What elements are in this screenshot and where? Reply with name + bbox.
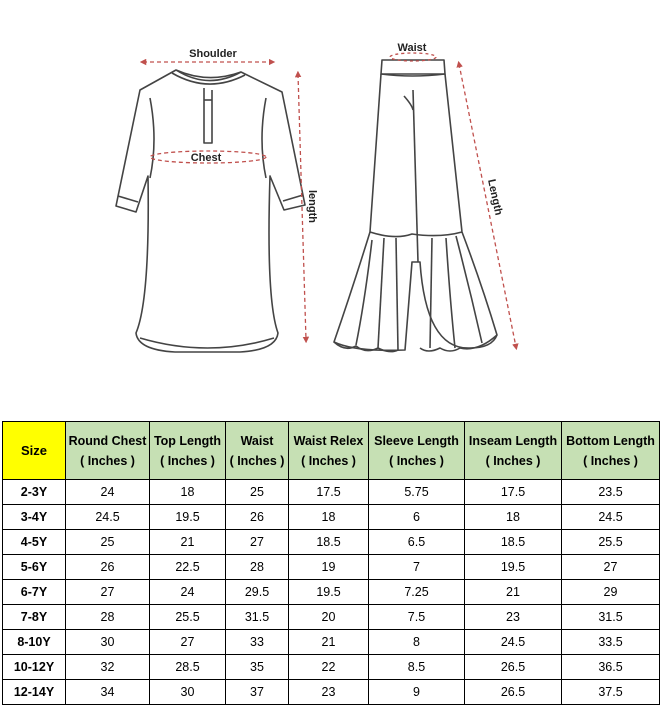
- table-cell: 30: [150, 680, 226, 705]
- table-cell: 32: [66, 655, 150, 680]
- unit-label: ( Inches ): [301, 453, 356, 468]
- table-cell: 24.5: [562, 505, 660, 530]
- unit-label: ( Inches ): [485, 453, 541, 468]
- table-cell: 26: [226, 505, 289, 530]
- table-cell: 33: [226, 630, 289, 655]
- chest-label: Chest: [190, 152, 222, 164]
- table-row: [3, 580, 660, 605]
- column-label: Top Length: [153, 433, 222, 448]
- table-row: [3, 605, 660, 630]
- size-cell: 2-3Y: [3, 480, 66, 505]
- table-cell: 29.5: [226, 580, 289, 605]
- table-cell: 22.5: [150, 555, 226, 580]
- table-row: [3, 655, 660, 680]
- size-cell: 12-14Y: [3, 680, 66, 705]
- unit-label: ( Inches ): [229, 453, 285, 468]
- size-chart-table: [2, 421, 660, 705]
- table-cell: 25.5: [150, 605, 226, 630]
- table-cell: 37: [226, 680, 289, 705]
- table-cell: 18.5: [465, 530, 562, 555]
- table-cell: 21: [289, 630, 369, 655]
- sleeve-length-header: [369, 422, 465, 480]
- round-chest-header: [66, 422, 150, 480]
- table-cell: 27: [150, 630, 226, 655]
- table-cell: 21: [150, 530, 226, 555]
- table-cell: 17.5: [465, 480, 562, 505]
- waist-relex-header: [289, 422, 369, 480]
- table-cell: 35: [226, 655, 289, 680]
- top-garment-illustration: [116, 70, 305, 352]
- table-cell: 26.5: [465, 680, 562, 705]
- shoulder-label: Shoulder: [189, 48, 237, 60]
- table-cell: 23.5: [562, 480, 660, 505]
- table-cell: 18: [289, 505, 369, 530]
- table-cell: 27: [226, 530, 289, 555]
- column-label: Round Chest: [68, 433, 147, 448]
- table-cell: 24: [150, 580, 226, 605]
- table-cell: 28.5: [150, 655, 226, 680]
- table-cell: 25: [226, 480, 289, 505]
- table-cell: 18: [150, 480, 226, 505]
- column-label: Bottom Length: [566, 433, 655, 448]
- table-cell: 33.5: [562, 630, 660, 655]
- column-label: Waist Relex: [293, 433, 364, 448]
- table-cell: 6.5: [369, 530, 465, 555]
- table-cell: 24.5: [66, 505, 150, 530]
- waist-label: Waist: [397, 42, 427, 54]
- size-cell: 7-8Y: [3, 605, 66, 630]
- table-cell: 8.5: [369, 655, 465, 680]
- table-cell: 19.5: [150, 505, 226, 530]
- size-cell: 8-10Y: [3, 630, 66, 655]
- table-cell: 24: [66, 480, 150, 505]
- unit-label: ( Inches ): [389, 453, 444, 468]
- inseam-length-header: [465, 422, 562, 480]
- table-row: [3, 505, 660, 530]
- table-cell: 20: [289, 605, 369, 630]
- column-label: Inseam Length: [468, 433, 558, 448]
- table-cell: 27: [66, 580, 150, 605]
- table-header-row: [3, 422, 660, 480]
- table-cell: 22: [289, 655, 369, 680]
- table-row: [3, 680, 660, 705]
- table-cell: 24.5: [465, 630, 562, 655]
- table-cell: 9: [369, 680, 465, 705]
- table-cell: 8: [369, 630, 465, 655]
- table-cell: 34: [66, 680, 150, 705]
- table-row: [3, 630, 660, 655]
- table-cell: 7.5: [369, 605, 465, 630]
- table-row: [3, 555, 660, 580]
- table-cell: 7.25: [369, 580, 465, 605]
- table-cell: 26.5: [465, 655, 562, 680]
- size-cell: 3-4Y: [3, 505, 66, 530]
- table-cell: 21: [465, 580, 562, 605]
- table-cell: 27: [562, 555, 660, 580]
- table-cell: 18: [465, 505, 562, 530]
- size-cell: 10-12Y: [3, 655, 66, 680]
- table-cell: 18.5: [289, 530, 369, 555]
- table-cell: 29: [562, 580, 660, 605]
- table-cell: 6: [369, 505, 465, 530]
- table-row: [3, 480, 660, 505]
- bottom-garment-illustration: [334, 60, 497, 352]
- table-cell: 7: [369, 555, 465, 580]
- table-cell: 23: [289, 680, 369, 705]
- table-cell: 26: [66, 555, 150, 580]
- table-cell: 19: [289, 555, 369, 580]
- top-measure-guides: [143, 62, 306, 340]
- bottom-length-label: Length: [485, 178, 505, 217]
- table-cell: 37.5: [562, 680, 660, 705]
- table-cell: 31.5: [226, 605, 289, 630]
- table-cell: 30: [66, 630, 150, 655]
- size-cell: 5-6Y: [3, 555, 66, 580]
- table-cell: 25: [66, 530, 150, 555]
- table-cell: 36.5: [562, 655, 660, 680]
- column-label: Sleeve Length: [374, 433, 459, 448]
- table-cell: 23: [465, 605, 562, 630]
- size-column-header: Size: [3, 422, 66, 480]
- unit-label: ( Inches ): [80, 453, 135, 468]
- table-cell: 31.5: [562, 605, 660, 630]
- size-cell: 4-5Y: [3, 530, 66, 555]
- top-length-header: [150, 422, 226, 480]
- table-cell: 19.5: [289, 580, 369, 605]
- bottom-length-header: [562, 422, 660, 480]
- size-cell: 6-7Y: [3, 580, 66, 605]
- table-cell: 5.75: [369, 480, 465, 505]
- unit-label: ( Inches ): [160, 453, 215, 468]
- unit-label: ( Inches ): [583, 453, 638, 468]
- table-cell: 28: [226, 555, 289, 580]
- top-length-label: length: [306, 190, 318, 223]
- table-cell: 28: [66, 605, 150, 630]
- column-label: Waist: [240, 433, 274, 448]
- table-cell: 17.5: [289, 480, 369, 505]
- table-row: [3, 530, 660, 555]
- waist-header: [226, 422, 289, 480]
- table-cell: 19.5: [465, 555, 562, 580]
- table-cell: 25.5: [562, 530, 660, 555]
